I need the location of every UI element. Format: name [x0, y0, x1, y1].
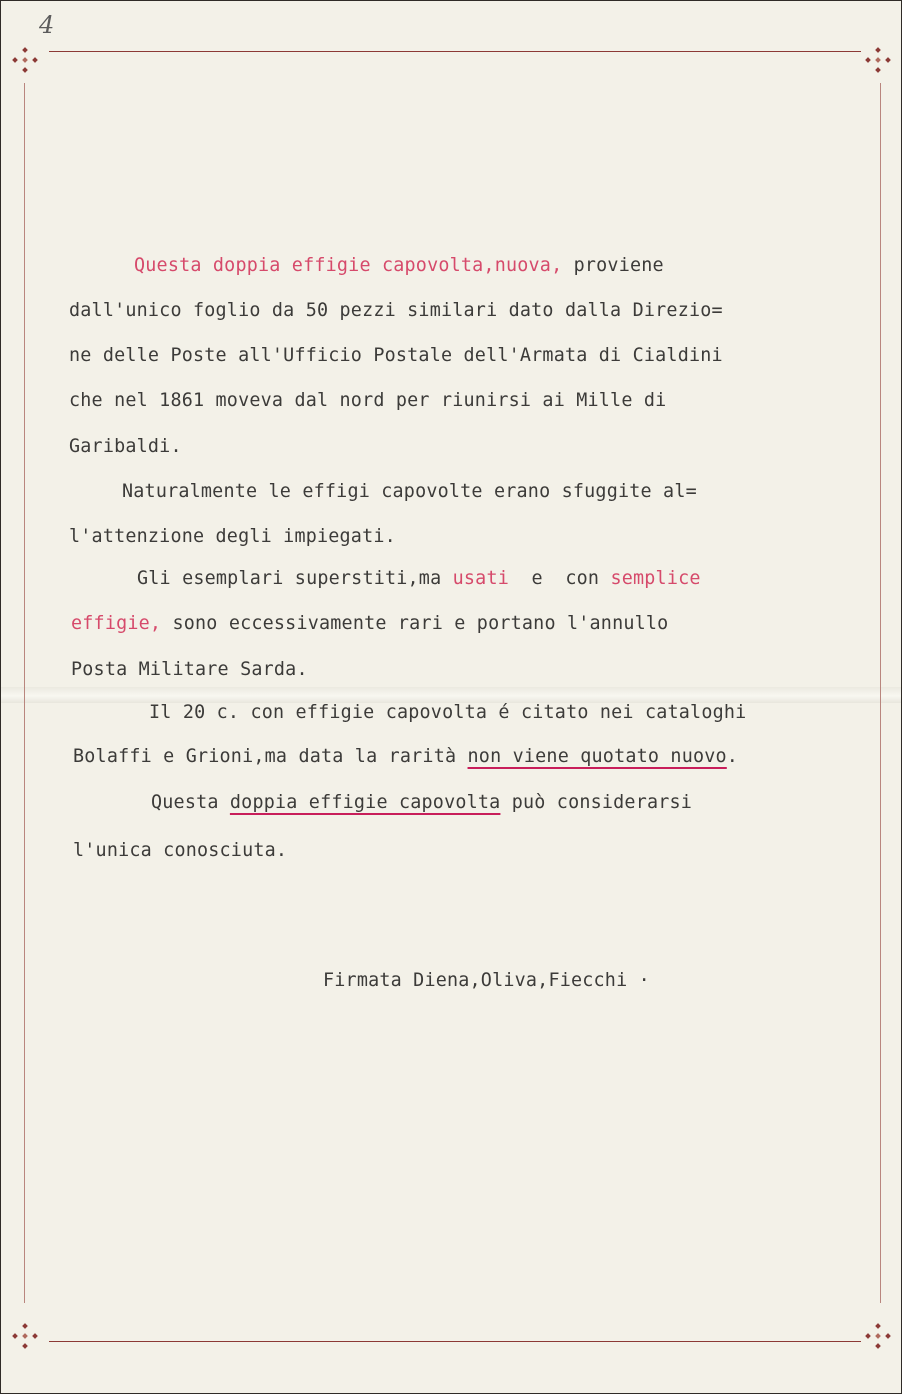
paragraph-4-line-1: Il 20 c. con effigie capovolta é citato nei cataloghi: [149, 702, 747, 723]
right-rule: [880, 83, 881, 1303]
top-rule: [49, 51, 861, 52]
left-rule: [24, 83, 25, 1303]
red-text: semplice: [610, 568, 701, 589]
paragraph-4-line-2: [73, 746, 738, 767]
paragraph-1-line-5: Garibaldi.: [69, 436, 182, 457]
fold-crease: [1, 687, 902, 703]
text-span: .: [726, 746, 739, 767]
paragraph-5-line-1: [151, 792, 692, 813]
page-number: 4: [39, 11, 55, 39]
paragraph-2-line-2: l'attenzione degli impiegati.: [69, 526, 396, 547]
paragraph-1-line-3: ne delle Poste all'Ufficio Postale dell'Armata di Cialdini: [69, 345, 723, 366]
paragraph-1-line-1: [134, 255, 664, 276]
paragraph-2-line-1: Naturalmente le effigi capovolte erano sfuggite al=: [122, 481, 697, 502]
bottom-rule: [49, 1341, 861, 1342]
red-text: usati: [452, 568, 509, 589]
red-text: Questa doppia effigie capovolta,nuova,: [134, 255, 563, 276]
paragraph-5-line-2: l'unica conosciuta.: [73, 840, 288, 861]
paragraph-3-line-1: [137, 568, 701, 589]
underlined-text: non viene quotato nuovo: [467, 746, 727, 767]
text-span: Gli esemplari superstiti,ma: [137, 568, 453, 589]
text-span: e con: [509, 568, 611, 589]
text-span: può considerarsi: [500, 792, 693, 813]
underlined-text: doppia effigie capovolta: [229, 792, 501, 813]
text-span: Questa: [151, 792, 230, 813]
paragraph-1-line-2: dall'unico foglio da 50 pezzi similari dato dalla Direzio=: [69, 300, 723, 321]
corner-ornament-icon: [10, 1321, 40, 1351]
red-text: effigie,: [71, 613, 162, 634]
corner-ornament-icon: [863, 45, 893, 75]
corner-ornament-icon: [10, 45, 40, 75]
paragraph-1-line-4: che nel 1861 moveva dal nord per riunirsi ai Mille di: [69, 390, 667, 411]
text-span: Bolaffi e Grioni,ma data la rarità: [73, 746, 468, 767]
paragraph-3-line-3: Posta Militare Sarda.: [71, 659, 308, 680]
signature-line: Firmata Diena,Oliva,Fiecchi ·: [323, 970, 650, 991]
paragraph-3-line-2: [71, 613, 668, 634]
text-span: proviene: [562, 255, 664, 276]
corner-ornament-icon: [863, 1321, 893, 1351]
text-span: sono eccessivamente rari e portano l'annullo: [161, 613, 669, 634]
